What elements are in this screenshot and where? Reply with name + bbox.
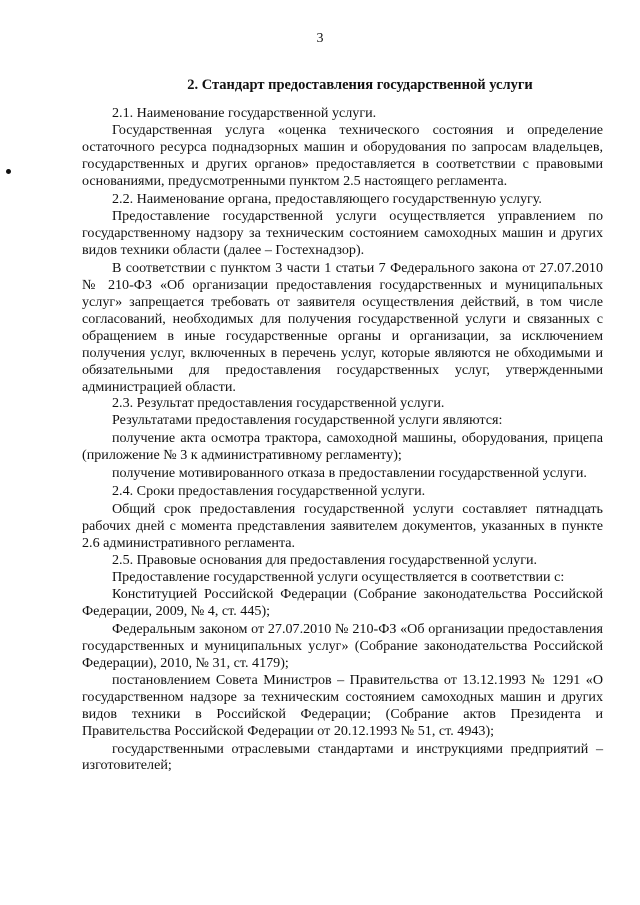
page-number: 3	[316, 31, 324, 46]
paragraph-2-3: 2.3. Результат предоставления государственной услуги.	[112, 395, 445, 412]
margin-dot	[6, 169, 11, 174]
paragraph: Результатами предоставления государственной услуги являются:	[112, 412, 503, 429]
paragraph: получение мотивированного отказа в предоставлении государственной услуги.	[112, 465, 587, 482]
paragraph: В соответствии с пунктом 3 части 1 статьи 7 Федерального закона от 27.07.2010 № 210-ФЗ «Об организации предоставления государственных и муниципальных услуг» запрещается требовать от заявителя осуществления действий, в том числе согласований, необходимых для получения государственной услуги и связанных с обращением в иные государственные органы и организации, за исключением получения услуг, включенных в перечень услуг, которые являются не обходимыми и обязательными для предоставления государственных услуг, утвержденными администрацией области.	[82, 260, 603, 395]
paragraph-2-1: 2.1. Наименование государственной услуги.	[112, 105, 377, 121]
list-item: постановлением Совета Министров – Правительства от 13.12.1993 № 1291 «О государственном надзоре за техническим состоянием самоходных машин и других видов техники в Российской Федерации; (Собрание актов Президента и Правительства Российской Федерации от 20.12.1993 № 51, ст. 4943);	[82, 671, 603, 739]
paragraph-2-4: 2.4. Сроки предоставления государственной услуги.	[112, 482, 426, 499]
list-item: Конституцией Российской Федерации (Собрание законодательства Российской Федерации, 2009, № 4, ст. 445);	[82, 586, 603, 620]
list-item: государственными отраслевыми стандартами и инструкциями предприятий – изготовителей;	[82, 740, 603, 774]
paragraph: Общий срок предоставления государственной услуги составляет пятнадцать рабочих дней с момента представления заявителем документов, указанных в пункте 2.6 административного регламента.	[82, 500, 603, 551]
paragraph: получение акта осмотра трактора, самоходной машины, оборудования, прицепа (приложение № 3 к административному регламенту);	[82, 430, 603, 464]
list-item: Федеральным законом от 27.07.2010 № 210-ФЗ «Об организации предоставления государственных и муниципальных услуг» (Собрание законодательства Российской Федерации), 2010, № 31, ст. 4179);	[82, 621, 603, 671]
section-title: 2. Стандарт предоставления государственной услуги	[187, 77, 533, 93]
paragraph: Предоставление государственной услуги осуществляется в соответствии с:	[112, 569, 565, 586]
paragraph-2-5: 2.5. Правовые основания для предоставления государственной услуги.	[112, 551, 538, 568]
paragraph-2-2: 2.2. Наименование органа, предоставляющего государственную услугу.	[112, 190, 542, 207]
document-body	[82, 105, 603, 774]
paragraph: Предоставление государственной услуги осуществляется управлением по государственному надзору за техническим состоянием самоходных машин и других видов техники области (далее – Гостехнадзор).	[82, 208, 603, 259]
paragraph: Государственная услуга «оценка технического состояния и определение остаточного ресурса поднадзорных машин и оборудования по запросам владельцев, государственных и других органов» предоставляется в соответствии с правовыми основаниями, предусмотренными пунктом 2.5 настоящего регламента.	[82, 121, 603, 189]
